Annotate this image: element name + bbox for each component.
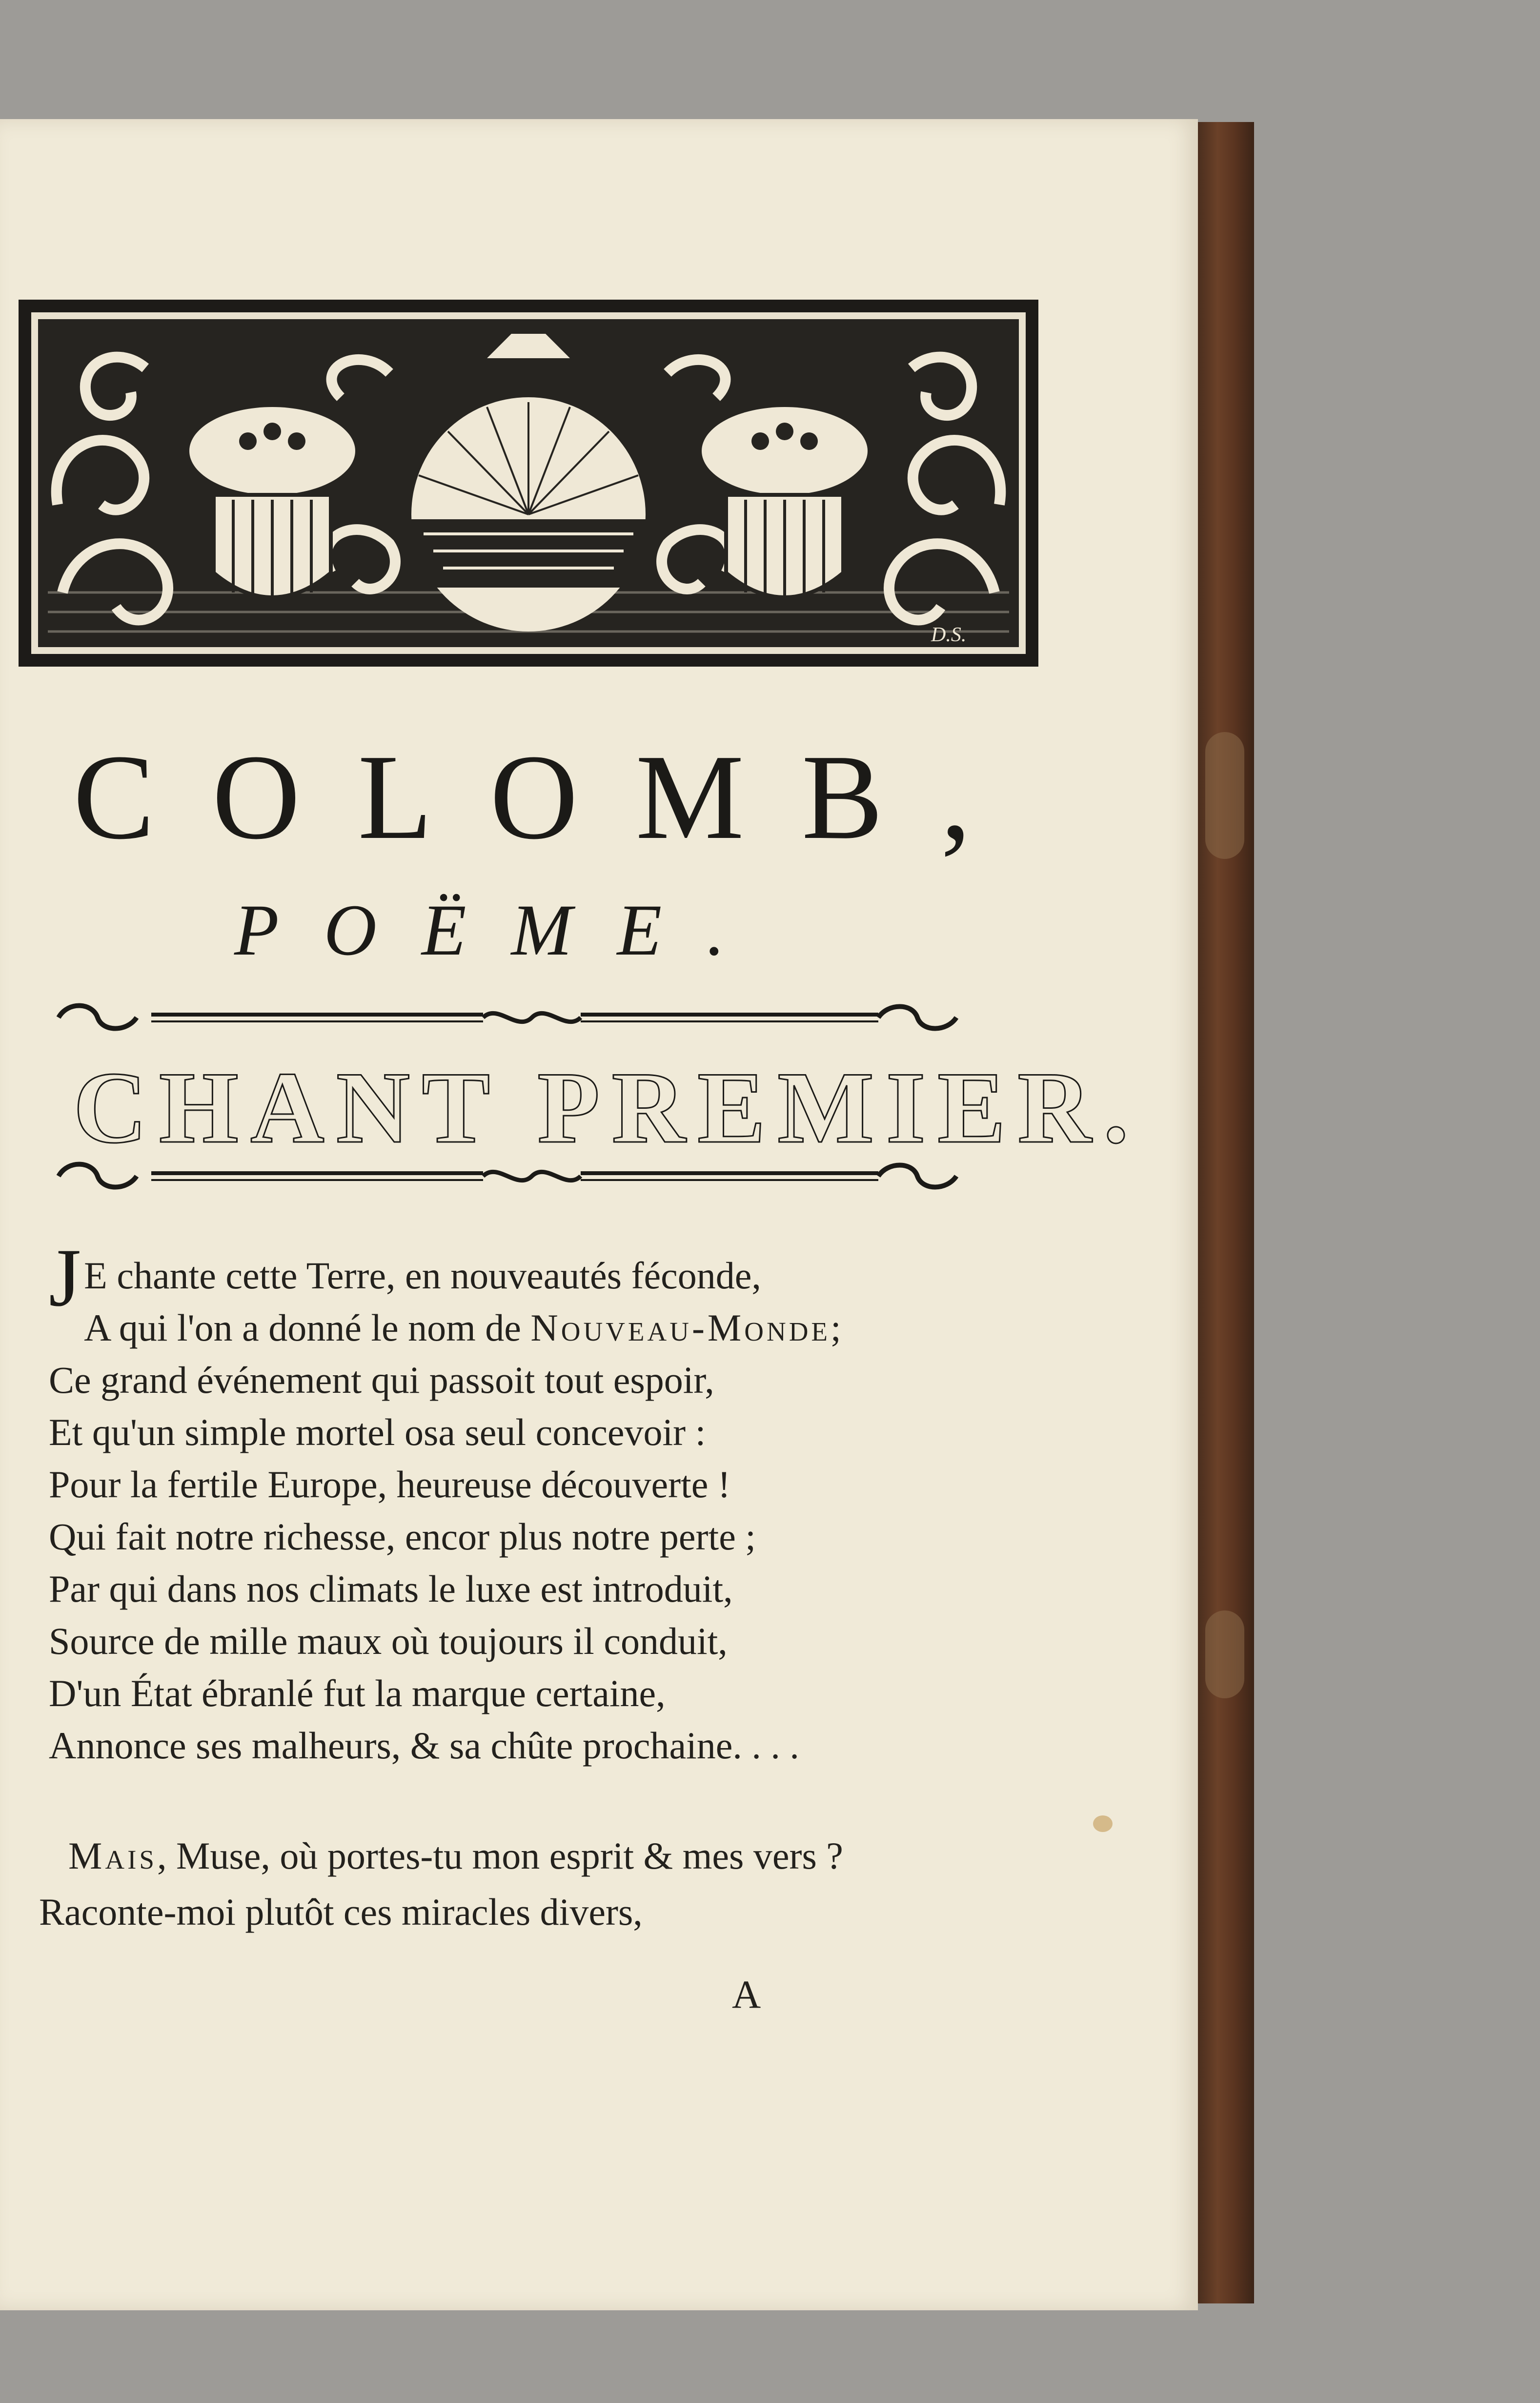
nouveau-monde-small-caps: Nouveau-Monde [530, 1306, 831, 1349]
bottom-ornamental-rule [54, 1152, 961, 1201]
poem-line: Par qui dans nos climats le luxe est introduit, [49, 1568, 733, 1610]
spine-wear-mark [1205, 1610, 1244, 1698]
foxing-spot [1093, 1815, 1113, 1832]
poem-line: Source de mille maux où toujours il conduit, [49, 1620, 728, 1662]
poem-line: Annonce ses malheurs, & sa chûte prochaine. . . . [49, 1724, 799, 1767]
poem-line-start: A qui l'on a donné le nom de [84, 1306, 531, 1349]
poem-line-end: ; [831, 1306, 841, 1349]
poem-stanza-1 [49, 1232, 1000, 1772]
headpiece-ornament [19, 300, 1038, 667]
poem-line: Raconte-moi plutôt ces miracles divers, [39, 1891, 643, 1933]
poem-line: D'un État ébranlé fut la marque certaine, [49, 1672, 666, 1714]
poem-line: E chante cette Terre, en nouveautés féconde, [84, 1254, 761, 1297]
poem-subtitle: POËME. [234, 890, 770, 971]
ornament-signature: D.S. [931, 624, 967, 646]
poem-title: COLOMB, [73, 730, 1029, 865]
chant-heading: CHANT PREMIER. [73, 1051, 1141, 1164]
top-ornamental-rule [54, 993, 961, 1042]
poem-line-rest: , Muse, où portes-tu mon esprit & mes vers ? [157, 1834, 843, 1877]
poem-line [49, 1302, 1000, 1354]
signature-mark: A [732, 1972, 761, 2016]
spine-wear-mark [1205, 732, 1244, 859]
drop-capital: J [49, 1232, 81, 1324]
book-spine [1198, 122, 1254, 2303]
poem-line [39, 1828, 991, 1884]
poem-line: Pour la fertile Europe, heureuse découverte ! [49, 1463, 730, 1506]
poem-line: Qui fait notre richesse, encor plus notre perte ; [49, 1515, 756, 1558]
mais-small-caps: Mais [68, 1834, 157, 1877]
poem-stanza-2 [39, 1828, 991, 1940]
poem-line: Et qu'un simple mortel osa seul concevoir : [49, 1411, 706, 1453]
poem-line: Ce grand événement qui passoit tout espoir, [49, 1359, 714, 1401]
